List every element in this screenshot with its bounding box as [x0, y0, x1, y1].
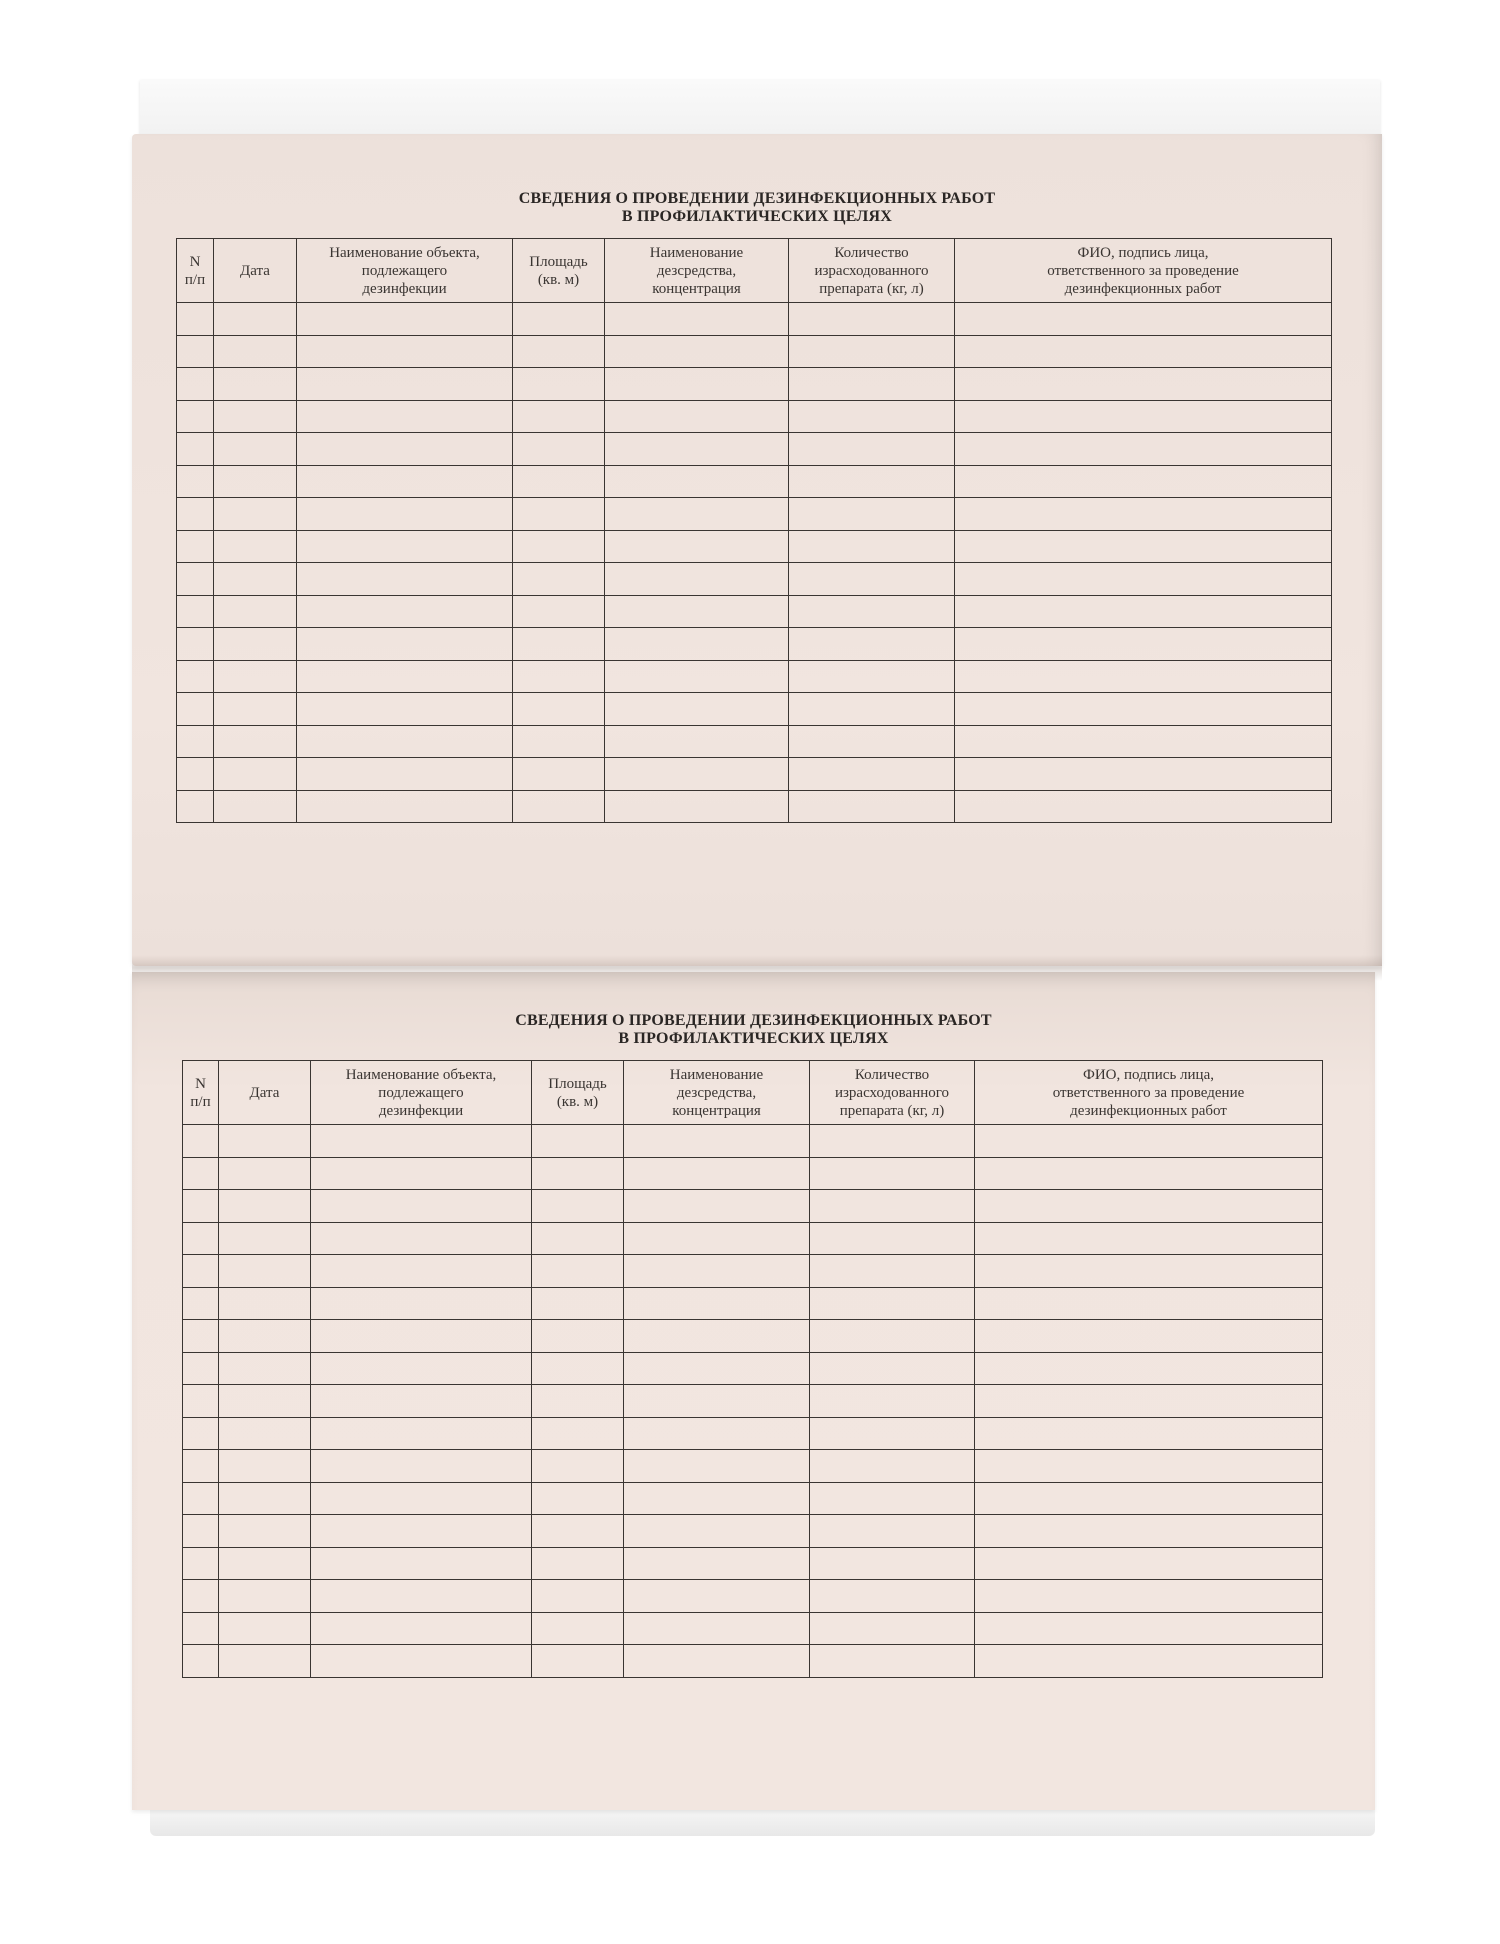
table-cell[interactable]: [605, 530, 789, 563]
table-cell[interactable]: [183, 1645, 219, 1678]
table-cell[interactable]: [219, 1417, 311, 1450]
table-cell[interactable]: [624, 1352, 810, 1385]
table-cell[interactable]: [311, 1255, 532, 1288]
table-cell[interactable]: [810, 1515, 975, 1548]
table-cell[interactable]: [297, 693, 513, 726]
table-cell[interactable]: [513, 433, 605, 466]
table-row: [177, 563, 1332, 596]
form-title: [132, 190, 1382, 226]
table-row: [183, 1190, 1323, 1223]
table-row: [177, 335, 1332, 368]
form-title-line-1: СВЕДЕНИЯ О ПРОВЕДЕНИИ ДЕЗИНФЕКЦИОННЫХ РАБОТ: [518, 190, 996, 207]
table-cell[interactable]: [297, 368, 513, 401]
table-cell[interactable]: [605, 595, 789, 628]
table-cell[interactable]: [297, 530, 513, 563]
table-cell[interactable]: [624, 1385, 810, 1418]
table-row: [177, 368, 1332, 401]
table-cell[interactable]: [810, 1450, 975, 1483]
table-header-row: [177, 239, 1332, 303]
table-cell[interactable]: [624, 1580, 810, 1613]
table-cell[interactable]: [789, 725, 955, 758]
table-cell[interactable]: [219, 1190, 311, 1223]
table-cell[interactable]: [605, 498, 789, 531]
column-header: Дата: [214, 239, 297, 303]
column-header: N п/п: [177, 239, 214, 303]
table-cell[interactable]: [311, 1385, 532, 1418]
table-cell[interactable]: [605, 335, 789, 368]
table-cell[interactable]: [177, 368, 214, 401]
table-cell[interactable]: [297, 628, 513, 661]
table-cell[interactable]: [955, 693, 1332, 726]
table-cell[interactable]: [955, 595, 1332, 628]
table-cell[interactable]: [219, 1157, 311, 1190]
table-row: [183, 1547, 1323, 1580]
table-cell[interactable]: [311, 1515, 532, 1548]
table-cell[interactable]: [297, 660, 513, 693]
table-cell[interactable]: [214, 368, 297, 401]
table-cell[interactable]: [789, 465, 955, 498]
table-cell[interactable]: [183, 1385, 219, 1418]
table-cell[interactable]: [789, 530, 955, 563]
table-cell[interactable]: [177, 498, 214, 531]
table-row: [177, 465, 1332, 498]
table-cell[interactable]: [177, 303, 214, 336]
table-cell[interactable]: [605, 758, 789, 791]
table-cell[interactable]: [297, 563, 513, 596]
table-cell[interactable]: [532, 1580, 624, 1613]
table-cell[interactable]: [297, 790, 513, 823]
table-row: [177, 693, 1332, 726]
table-cell[interactable]: [513, 335, 605, 368]
table-cell[interactable]: [513, 693, 605, 726]
table-cell[interactable]: [311, 1222, 532, 1255]
table-cell[interactable]: [219, 1482, 311, 1515]
table-cell[interactable]: [810, 1255, 975, 1288]
table-cell[interactable]: [219, 1515, 311, 1548]
form-title-line-1: СВЕДЕНИЯ О ПРОВЕДЕНИИ ДЕЗИНФЕКЦИОННЫХ РАБОТ: [515, 1012, 992, 1029]
table-row: [183, 1320, 1323, 1353]
table-cell[interactable]: [214, 335, 297, 368]
table-cell[interactable]: [605, 400, 789, 433]
table-cell[interactable]: [955, 498, 1332, 531]
table-cell[interactable]: [810, 1320, 975, 1353]
table-cell[interactable]: [975, 1417, 1323, 1450]
table-cell[interactable]: [183, 1255, 219, 1288]
table-cell[interactable]: [214, 433, 297, 466]
table-row: [177, 758, 1332, 791]
table-cell[interactable]: [975, 1482, 1323, 1515]
table-body: [183, 1125, 1323, 1678]
table-cell[interactable]: [789, 790, 955, 823]
table-cell[interactable]: [214, 693, 297, 726]
table-row: [183, 1482, 1323, 1515]
table-cell[interactable]: [297, 465, 513, 498]
table-cell[interactable]: [183, 1125, 219, 1158]
table-cell[interactable]: [955, 335, 1332, 368]
table-cell[interactable]: [605, 660, 789, 693]
table-cell[interactable]: [219, 1580, 311, 1613]
table-cell[interactable]: [219, 1385, 311, 1418]
table-cell[interactable]: [975, 1255, 1323, 1288]
table-cell[interactable]: [789, 498, 955, 531]
column-header: Наименование дезсредства, концентрация: [605, 239, 789, 303]
table-cell[interactable]: [810, 1385, 975, 1418]
table-cell[interactable]: [605, 628, 789, 661]
table-cell[interactable]: [975, 1515, 1323, 1548]
table-cell[interactable]: [219, 1352, 311, 1385]
table-cell[interactable]: [605, 368, 789, 401]
table-row: [183, 1222, 1323, 1255]
table-cell[interactable]: [789, 563, 955, 596]
table-cell[interactable]: [214, 530, 297, 563]
table-cell[interactable]: [177, 758, 214, 791]
table-cell[interactable]: [183, 1450, 219, 1483]
table-row: [177, 725, 1332, 758]
table-cell[interactable]: [789, 758, 955, 791]
table-cell[interactable]: [810, 1222, 975, 1255]
table-cell[interactable]: [311, 1125, 532, 1158]
table-cell[interactable]: [605, 693, 789, 726]
table-cell[interactable]: [789, 335, 955, 368]
table-cell[interactable]: [183, 1320, 219, 1353]
table-cell[interactable]: [624, 1125, 810, 1158]
table-cell[interactable]: [975, 1157, 1323, 1190]
table-cell[interactable]: [955, 433, 1332, 466]
table-cell[interactable]: [219, 1612, 311, 1645]
table-cell[interactable]: [183, 1190, 219, 1223]
table-cell[interactable]: [789, 433, 955, 466]
table-cell[interactable]: [183, 1580, 219, 1613]
table-row: [177, 433, 1332, 466]
table-cell[interactable]: [177, 400, 214, 433]
table-cell[interactable]: [219, 1320, 311, 1353]
table-row: [177, 400, 1332, 433]
column-header: Площадь (кв. м): [513, 239, 605, 303]
table-cell[interactable]: [532, 1255, 624, 1288]
table-cell[interactable]: [810, 1482, 975, 1515]
table-header-row: [183, 1061, 1323, 1125]
table-cell[interactable]: [532, 1417, 624, 1450]
table-row: [177, 595, 1332, 628]
table-row: [183, 1515, 1323, 1548]
table-row: [183, 1385, 1323, 1418]
table-row: [183, 1450, 1323, 1483]
table-row: [183, 1612, 1323, 1645]
form-title-line-2: В ПРОФИЛАКТИЧЕСКИХ ЦЕЛЯХ: [621, 208, 893, 225]
table-cell[interactable]: [177, 693, 214, 726]
table-cell[interactable]: [789, 595, 955, 628]
table-cell[interactable]: [955, 530, 1332, 563]
table-cell[interactable]: [532, 1385, 624, 1418]
table-cell[interactable]: [789, 368, 955, 401]
table-cell[interactable]: [177, 628, 214, 661]
table-row: [177, 303, 1332, 336]
table-cell[interactable]: [532, 1515, 624, 1548]
table-cell[interactable]: [975, 1450, 1323, 1483]
table-cell[interactable]: [177, 725, 214, 758]
table-body: [177, 303, 1332, 823]
table-cell[interactable]: [183, 1352, 219, 1385]
table-cell[interactable]: [183, 1157, 219, 1190]
table-cell[interactable]: [311, 1450, 532, 1483]
page-bottom: [132, 972, 1375, 1810]
table-cell[interactable]: [624, 1645, 810, 1678]
table-cell[interactable]: [513, 530, 605, 563]
table-cell[interactable]: [214, 725, 297, 758]
table-cell[interactable]: [605, 563, 789, 596]
table-cell[interactable]: [810, 1547, 975, 1580]
table-cell[interactable]: [219, 1125, 311, 1158]
table-cell[interactable]: [955, 628, 1332, 661]
table-cell[interactable]: [513, 498, 605, 531]
table-cell[interactable]: [955, 563, 1332, 596]
table-cell[interactable]: [219, 1450, 311, 1483]
column-header: Количество израсходованного препарата (кг, л): [810, 1061, 975, 1125]
table-cell[interactable]: [955, 758, 1332, 791]
table-cell[interactable]: [177, 790, 214, 823]
table-cell[interactable]: [605, 465, 789, 498]
table-cell[interactable]: [311, 1547, 532, 1580]
table-cell[interactable]: [532, 1547, 624, 1580]
table-cell[interactable]: [183, 1612, 219, 1645]
table-cell[interactable]: [183, 1515, 219, 1548]
table-cell[interactable]: [214, 628, 297, 661]
table-cell[interactable]: [311, 1320, 532, 1353]
table-cell[interactable]: [624, 1450, 810, 1483]
table-cell[interactable]: [624, 1157, 810, 1190]
table-cell[interactable]: [532, 1450, 624, 1483]
table-cell[interactable]: [532, 1612, 624, 1645]
table-cell[interactable]: [810, 1645, 975, 1678]
table-cell[interactable]: [605, 725, 789, 758]
table-cell[interactable]: [789, 400, 955, 433]
table-cell[interactable]: [789, 628, 955, 661]
table-cell[interactable]: [810, 1352, 975, 1385]
table-cell[interactable]: [219, 1645, 311, 1678]
table-cell[interactable]: [975, 1547, 1323, 1580]
table-cell[interactable]: [532, 1482, 624, 1515]
table-cell[interactable]: [624, 1612, 810, 1645]
table-cell[interactable]: [532, 1352, 624, 1385]
table-cell[interactable]: [810, 1125, 975, 1158]
table-cell[interactable]: [975, 1125, 1323, 1158]
table-cell[interactable]: [975, 1385, 1323, 1418]
table-cell[interactable]: [789, 303, 955, 336]
table-row: [177, 660, 1332, 693]
table-cell[interactable]: [214, 303, 297, 336]
table-cell[interactable]: [214, 400, 297, 433]
table-cell[interactable]: [513, 303, 605, 336]
table-cell[interactable]: [297, 758, 513, 791]
table-cell[interactable]: [297, 433, 513, 466]
column-header: Дата: [219, 1061, 311, 1125]
table-cell[interactable]: [311, 1612, 532, 1645]
table-cell[interactable]: [532, 1645, 624, 1678]
table-cell[interactable]: [513, 368, 605, 401]
table-cell[interactable]: [513, 595, 605, 628]
table-row: [177, 530, 1332, 563]
table-cell[interactable]: [513, 465, 605, 498]
table-cell[interactable]: [532, 1190, 624, 1223]
table-cell[interactable]: [810, 1417, 975, 1450]
table-cell[interactable]: [975, 1190, 1323, 1223]
table-row: [183, 1287, 1323, 1320]
table-cell[interactable]: [532, 1287, 624, 1320]
table-cell[interactable]: [311, 1190, 532, 1223]
table-cell[interactable]: [975, 1320, 1323, 1353]
table-cell[interactable]: [214, 563, 297, 596]
table-row: [183, 1157, 1323, 1190]
table-cell[interactable]: [605, 303, 789, 336]
table-cell[interactable]: [624, 1482, 810, 1515]
table-row: [177, 628, 1332, 661]
table-cell[interactable]: [311, 1157, 532, 1190]
table-cell[interactable]: [183, 1547, 219, 1580]
table-cell[interactable]: [955, 790, 1332, 823]
table-row: [177, 790, 1332, 823]
table-cell[interactable]: [177, 335, 214, 368]
table-cell[interactable]: [297, 498, 513, 531]
table-cell[interactable]: [177, 530, 214, 563]
table-cell[interactable]: [513, 758, 605, 791]
table-cell[interactable]: [810, 1287, 975, 1320]
table-cell[interactable]: [624, 1255, 810, 1288]
table-cell[interactable]: [532, 1320, 624, 1353]
table-row: [183, 1125, 1323, 1158]
column-header: Наименование объекта, подлежащего дезинфекции: [297, 239, 513, 303]
table-cell[interactable]: [955, 660, 1332, 693]
column-header: Площадь (кв. м): [532, 1061, 624, 1125]
table-cell[interactable]: [513, 725, 605, 758]
table-cell[interactable]: [624, 1190, 810, 1223]
table-cell[interactable]: [975, 1352, 1323, 1385]
table-row: [183, 1580, 1323, 1613]
table-cell[interactable]: [219, 1547, 311, 1580]
table-cell[interactable]: [177, 660, 214, 693]
table-cell[interactable]: [297, 400, 513, 433]
table-cell[interactable]: [297, 335, 513, 368]
table-cell[interactable]: [214, 498, 297, 531]
form-title-line-2: В ПРОФИЛАКТИЧЕСКИХ ЦЕЛЯХ: [618, 1030, 889, 1047]
table-cell[interactable]: [183, 1482, 219, 1515]
table-cell[interactable]: [605, 433, 789, 466]
table-cell[interactable]: [311, 1482, 532, 1515]
table-cell[interactable]: [955, 725, 1332, 758]
table-cell[interactable]: [297, 725, 513, 758]
table-cell[interactable]: [975, 1222, 1323, 1255]
table-cell[interactable]: [955, 303, 1332, 336]
table-cell[interactable]: [311, 1417, 532, 1450]
table-row: [183, 1417, 1323, 1450]
table-cell[interactable]: [975, 1645, 1323, 1678]
table-cell[interactable]: [789, 693, 955, 726]
table-cell[interactable]: [513, 790, 605, 823]
table-cell[interactable]: [955, 465, 1332, 498]
column-header: N п/п: [183, 1061, 219, 1125]
table-cell[interactable]: [311, 1580, 532, 1613]
column-header: Наименование объекта, подлежащего дезинфекции: [311, 1061, 532, 1125]
table-cell[interactable]: [975, 1580, 1323, 1613]
table-cell[interactable]: [513, 660, 605, 693]
table-cell[interactable]: [810, 1190, 975, 1223]
page-top: [132, 134, 1382, 966]
table-cell[interactable]: [513, 563, 605, 596]
table-cell[interactable]: [177, 433, 214, 466]
table-cell[interactable]: [311, 1645, 532, 1678]
table-cell[interactable]: [513, 400, 605, 433]
table-cell[interactable]: [183, 1417, 219, 1450]
table-cell[interactable]: [532, 1222, 624, 1255]
disinfection-log-table: [182, 1060, 1323, 1678]
table-cell[interactable]: [219, 1222, 311, 1255]
table-cell[interactable]: [955, 400, 1332, 433]
table-cell[interactable]: [183, 1222, 219, 1255]
back-sheet-edge: [140, 80, 1380, 140]
table-cell[interactable]: [311, 1287, 532, 1320]
table-cell[interactable]: [214, 660, 297, 693]
table-cell[interactable]: [789, 660, 955, 693]
table-cell[interactable]: [214, 758, 297, 791]
table-cell[interactable]: [810, 1157, 975, 1190]
table-cell[interactable]: [975, 1287, 1323, 1320]
bottom-sheet-edge: [150, 1808, 1375, 1836]
disinfection-log-table: [176, 238, 1332, 823]
table-cell[interactable]: [177, 563, 214, 596]
table-cell[interactable]: [513, 628, 605, 661]
table-cell[interactable]: [955, 368, 1332, 401]
table-cell[interactable]: [624, 1515, 810, 1548]
table-cell[interactable]: [214, 465, 297, 498]
table-cell[interactable]: [311, 1352, 532, 1385]
table-cell[interactable]: [214, 790, 297, 823]
column-header: Количество израсходованного препарата (кг, л): [789, 239, 955, 303]
table-cell[interactable]: [624, 1287, 810, 1320]
table-cell[interactable]: [605, 790, 789, 823]
column-header: ФИО, подпись лица, ответственного за проведение дезинфекционных работ: [955, 239, 1332, 303]
table-cell[interactable]: [214, 595, 297, 628]
table-row: [183, 1645, 1323, 1678]
table-cell[interactable]: [297, 303, 513, 336]
column-header: Наименование дезсредства, концентрация: [624, 1061, 810, 1125]
table-cell[interactable]: [219, 1287, 311, 1320]
table-cell[interactable]: [219, 1255, 311, 1288]
table-cell[interactable]: [532, 1157, 624, 1190]
table-cell[interactable]: [810, 1612, 975, 1645]
table-cell[interactable]: [532, 1125, 624, 1158]
table-row: [183, 1255, 1323, 1288]
table-cell[interactable]: [177, 595, 214, 628]
column-header: ФИО, подпись лица, ответственного за проведение дезинфекционных работ: [975, 1061, 1323, 1125]
form-title: [132, 1012, 1375, 1048]
table-cell[interactable]: [624, 1320, 810, 1353]
table-cell[interactable]: [624, 1417, 810, 1450]
table-cell[interactable]: [624, 1547, 810, 1580]
table-cell[interactable]: [183, 1287, 219, 1320]
table-cell[interactable]: [177, 465, 214, 498]
table-row: [177, 498, 1332, 531]
table-cell[interactable]: [975, 1612, 1323, 1645]
table-cell[interactable]: [810, 1580, 975, 1613]
table-cell[interactable]: [297, 595, 513, 628]
table-cell[interactable]: [624, 1222, 810, 1255]
table-row: [183, 1352, 1323, 1385]
